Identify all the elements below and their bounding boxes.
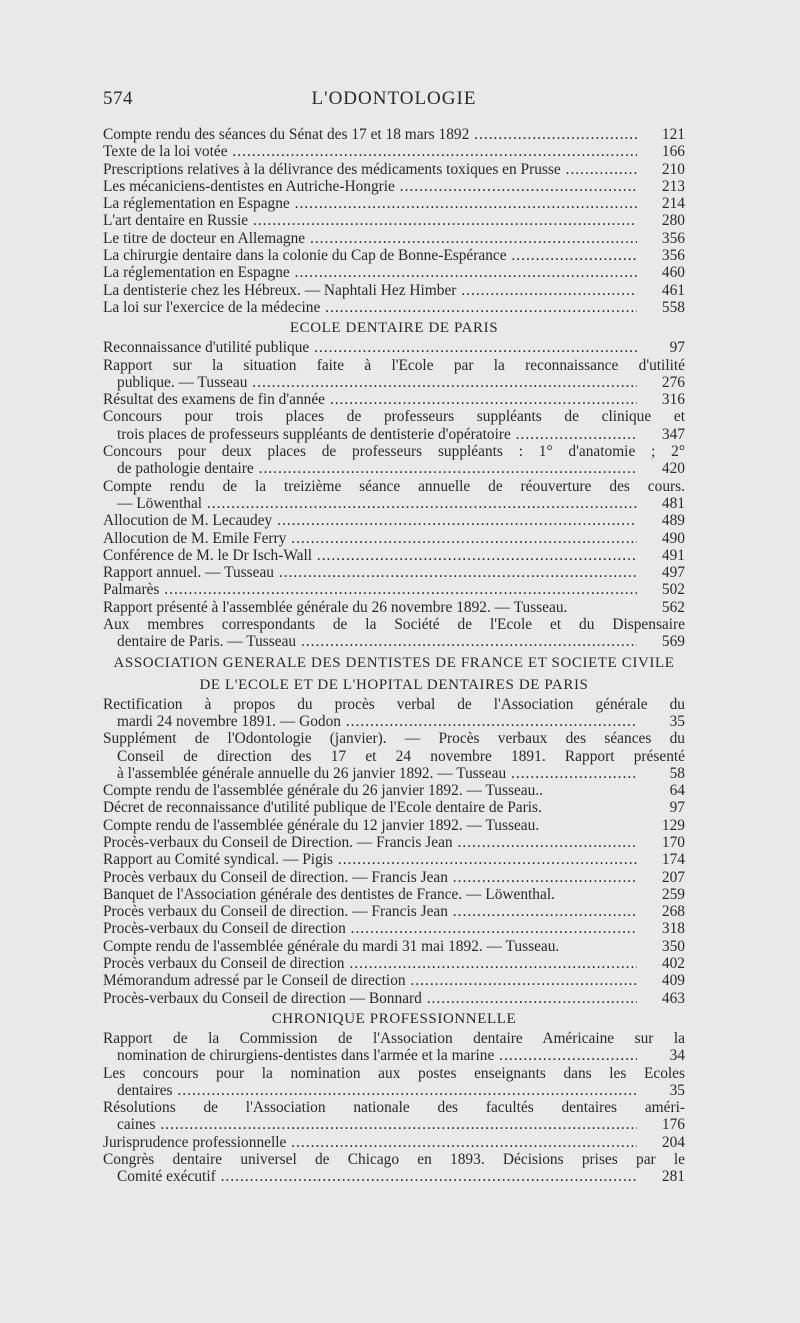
toc-entry <box>103 1065 685 1100</box>
entry-title: Compte rendu de l'assemblée générale du mardi 31 mai 1892. — Tusseau. <box>103 937 560 955</box>
entry-title: Reconnaissance d'utilité publique ..... <box>103 339 637 356</box>
entry-title: La réglementation en Espagne ..... <box>103 264 637 281</box>
entry-title: Les mécaniciens-dentistes en Autriche-Hongrie ..... <box>103 178 637 195</box>
toc-entry <box>103 817 685 834</box>
entry-title: publique. — Tusseau ..... <box>117 374 637 391</box>
entry-page-number: 461 <box>661 281 685 299</box>
entry-page-number: 166 <box>661 143 685 161</box>
entry-text-line: Résolutions de l'Association nationale des facultés dentaires améri- <box>103 1099 685 1117</box>
entry-page-number: 121 <box>661 126 685 143</box>
toc-entry <box>103 730 685 782</box>
entry-title: trois places de professeurs suppléants de dentisterie d'opératoire ..... <box>117 426 637 443</box>
entry-page-number: 35 <box>669 1081 685 1099</box>
section-heading: CHRONIQUE PROFESSIONNELLE <box>271 1010 517 1027</box>
entry-title: mardi 24 novembre 1891. — Godon ..... <box>117 713 637 730</box>
entry-title: Palmarès ..... <box>103 581 637 598</box>
toc-entry <box>103 547 685 564</box>
toc-entry <box>103 178 685 195</box>
toc-entry <box>103 264 685 281</box>
toc-entry <box>103 990 685 1007</box>
entry-title: Compte rendu de l'assemblée générale du 26 janvier 1892. — Tusseau.. <box>103 782 544 800</box>
entry-title: L'art dentaire en Russie ..... <box>103 212 637 229</box>
entry-page-number: 460 <box>661 264 685 282</box>
entry-title: Compte rendu de l'assemblée générale du 12 janvier 1892. — Tusseau. <box>103 816 540 834</box>
toc-entry <box>103 851 685 868</box>
toc-entry <box>103 195 685 212</box>
entry-title: Allocution de M. Lecaudey ..... <box>103 512 637 529</box>
entry-page-number: 58 <box>669 764 685 782</box>
entry-title: Rapport présenté à l'assemblée générale du 26 novembre 1892. — Tusseau. <box>103 598 568 616</box>
entry-page-number: 174 <box>661 851 685 869</box>
toc-entry <box>103 391 685 408</box>
entry-page-number: 268 <box>661 903 685 921</box>
entry-title: Prescriptions relatives à la délivrance des médicaments toxiques en Prusse ..... <box>103 161 637 178</box>
entry-page-number: 214 <box>661 195 685 213</box>
toc-entry <box>103 339 685 356</box>
entry-title: caines ..... <box>117 1116 637 1133</box>
entry-title: Procès-verbaux du Conseil de Direction. — Francis Jean ..... <box>103 834 637 851</box>
toc-entry <box>103 920 685 937</box>
entry-page-number: 569 <box>661 633 685 651</box>
section-heading: ECOLE DENTAIRE DE PARIS <box>289 320 499 337</box>
entry-text-line: Concours pour deux places de professeurs suppléants : 1° d'anatomie ; 2° <box>103 443 685 461</box>
toc-entry <box>103 478 685 513</box>
entry-title: Procès verbaux du Conseil de direction ..... <box>103 955 637 972</box>
entry-page-number: 356 <box>661 229 685 247</box>
toc-entry <box>103 247 685 264</box>
entry-page-number: 490 <box>661 529 685 547</box>
entry-page-number: 210 <box>661 160 685 178</box>
entry-title: de pathologie dentaire ..... <box>117 460 637 477</box>
entry-page-number: 558 <box>661 298 685 316</box>
entry-page-number: 350 <box>661 937 685 955</box>
entry-page-number: 497 <box>661 564 685 582</box>
entry-title: dentaires ..... <box>117 1082 637 1099</box>
entry-page-number: 129 <box>661 816 685 834</box>
entry-title: Rapport au Comité syndical. — Pigis ..... <box>103 851 637 868</box>
entry-title: Conférence de M. le Dr Isch-Wall ..... <box>103 547 637 564</box>
entry-page-number: 176 <box>661 1116 685 1134</box>
entry-page-number: 489 <box>661 512 685 530</box>
entry-text-line: Les concours pour la nomination aux postes enseignants dans les Ecoles <box>103 1064 685 1082</box>
entry-page-number: 34 <box>669 1047 685 1065</box>
toc-entry <box>103 230 685 247</box>
toc-entry <box>103 799 685 816</box>
toc-entry <box>103 408 685 443</box>
toc-entry <box>103 512 685 529</box>
toc-entry <box>103 834 685 851</box>
entry-page-number: 481 <box>661 494 685 512</box>
entry-text-line: Rapport de la Commission de l'Association dentaire Américaine sur la <box>103 1029 685 1047</box>
entry-page-number: 170 <box>661 833 685 851</box>
page-header <box>103 88 685 112</box>
entry-page-number: 64 <box>669 782 685 800</box>
entry-title: — Löwenthal ..... <box>117 495 637 512</box>
entry-page-number: 347 <box>661 425 685 443</box>
toc-entry <box>103 564 685 581</box>
table-of-contents <box>103 126 685 1186</box>
entry-text-line: Supplément de l'Odontologie (janvier). — Procès verbaux des séances du <box>103 730 685 748</box>
entry-title: Procès verbaux du Conseil de direction. — Francis Jean ..... <box>103 903 637 920</box>
toc-entry <box>103 282 685 299</box>
entry-title: La réglementation en Espagne ..... <box>103 195 637 212</box>
toc-entry <box>103 581 685 598</box>
entry-title: Procès verbaux du Conseil de direction. — Francis Jean ..... <box>103 869 637 886</box>
entry-page-number: 463 <box>661 989 685 1007</box>
entry-page-number: 213 <box>661 177 685 195</box>
toc-entry <box>103 782 685 799</box>
entry-text-line: Concours pour trois places de professeurs suppléants de clinique et <box>103 408 685 426</box>
entry-page-number: 97 <box>669 799 685 817</box>
toc-entry <box>103 443 685 478</box>
toc-entry <box>103 161 685 178</box>
toc-entry <box>103 1030 685 1065</box>
entry-title: Comité exécutif ..... <box>117 1168 637 1185</box>
page-number: 574 <box>103 88 133 109</box>
entry-page-number: 35 <box>669 712 685 730</box>
entry-title: Banquet de l'Association générale des dentistes de France. — Löwenthal. <box>103 885 555 903</box>
entry-title: Procès-verbaux du Conseil de direction ..... <box>103 920 637 937</box>
toc-entry <box>103 126 685 143</box>
entry-title: Jurisprudence professionnelle ..... <box>103 1134 637 1151</box>
entry-title: Texte de la loi votée ..... <box>103 143 637 160</box>
entry-title: Le titre de docteur en Allemagne ..... <box>103 230 637 247</box>
entry-page-number: 562 <box>661 598 685 616</box>
entry-title: Résultat des examens de fin d'année ..... <box>103 391 637 408</box>
entry-title: Compte rendu des séances du Sénat des 17 et 18 mars 1892 ..... <box>103 126 637 143</box>
entry-page-number: 259 <box>661 885 685 903</box>
entry-page-number: 316 <box>661 391 685 409</box>
toc-entry <box>103 886 685 903</box>
entry-page-number: 97 <box>669 339 685 357</box>
entry-text-line: Aux membres correspondants de la Société de l'Ecole et du Dispensaire <box>103 616 685 634</box>
entry-page-number: 281 <box>661 1168 685 1186</box>
toc-entry <box>103 903 685 920</box>
entry-text-line: Rapport sur la situation faite à l'Ecole par la reconnaissance d'utilité <box>103 356 685 374</box>
toc-entry <box>103 696 685 731</box>
entry-title: La dentisterie chez les Hébreux. — Naphtali Hez Himber ..... <box>103 282 637 299</box>
entry-page-number: 502 <box>661 581 685 599</box>
entry-title: nomination de chirurgiens-dentistes dans l'armée et la marine ..... <box>117 1047 637 1064</box>
entry-page-number: 402 <box>661 955 685 973</box>
entry-title: Rapport annuel. — Tusseau ..... <box>103 564 637 581</box>
entry-page-number: 356 <box>661 247 685 265</box>
entry-text-line: Congrès dentaire universel de Chicago en 1893. Décisions prises par le <box>103 1151 685 1169</box>
toc-entry <box>103 616 685 651</box>
toc-entry <box>103 972 685 989</box>
entry-text-line: Rectification à propos du procès verbal de l'Association générale du <box>103 695 685 713</box>
toc-entry <box>103 530 685 547</box>
section-heading: DE L'ECOLE ET DE L'HOPITAL DENTAIRES DE PARIS <box>199 676 589 693</box>
running-title: L'ODONTOLOGIE <box>311 88 477 109</box>
entry-title: Allocution de M. Emile Ferry ..... <box>103 530 637 547</box>
toc-entry <box>103 1099 685 1134</box>
entry-title: Procès-verbaux du Conseil de direction — Bonnard ..... <box>103 990 637 1007</box>
entry-page-number: 409 <box>661 972 685 990</box>
entry-page-number: 420 <box>661 460 685 478</box>
entry-page-number: 280 <box>661 212 685 230</box>
entry-text-line: Conseil de direction des 17 et 24 novembre 1891. Rapport présenté <box>117 747 685 765</box>
entry-title: Mémorandum adressé par le Conseil de direction ..... <box>103 972 637 989</box>
toc-entry <box>103 143 685 160</box>
entry-page-number: 204 <box>661 1133 685 1151</box>
toc-entry <box>103 955 685 972</box>
toc-entry <box>103 212 685 229</box>
entry-title: à l'assemblée générale annuelle du 26 janvier 1892. — Tusseau ..... <box>117 765 637 782</box>
entry-text-line: Compte rendu de la treizième séance annuelle de réouverture des cours. <box>103 477 685 495</box>
entry-title: La loi sur l'exercice de la médecine ..... <box>103 299 637 316</box>
toc-entry <box>103 357 685 392</box>
toc-entry <box>103 1134 685 1151</box>
entry-title: Décret de reconnaissance d'utilité publique de l'Ecole dentaire de Paris. <box>103 799 542 817</box>
entry-page-number: 276 <box>661 373 685 391</box>
entry-page-number: 491 <box>661 546 685 564</box>
toc-entry <box>103 599 685 616</box>
entry-page-number: 207 <box>661 868 685 886</box>
toc-entry <box>103 938 685 955</box>
entry-title: dentaire de Paris. — Tusseau ..... <box>117 633 637 650</box>
entry-page-number: 318 <box>661 920 685 938</box>
toc-entry <box>103 869 685 886</box>
entry-title: La chirurgie dentaire dans la colonie du Cap de Bonne-Espérance ..... <box>103 247 637 264</box>
section-heading: ASSOCIATION GENERALE DES DENTISTES DE FRANCE ET SOCIETE CIVILE <box>113 654 675 671</box>
toc-entry <box>103 299 685 316</box>
toc-entry <box>103 1151 685 1186</box>
